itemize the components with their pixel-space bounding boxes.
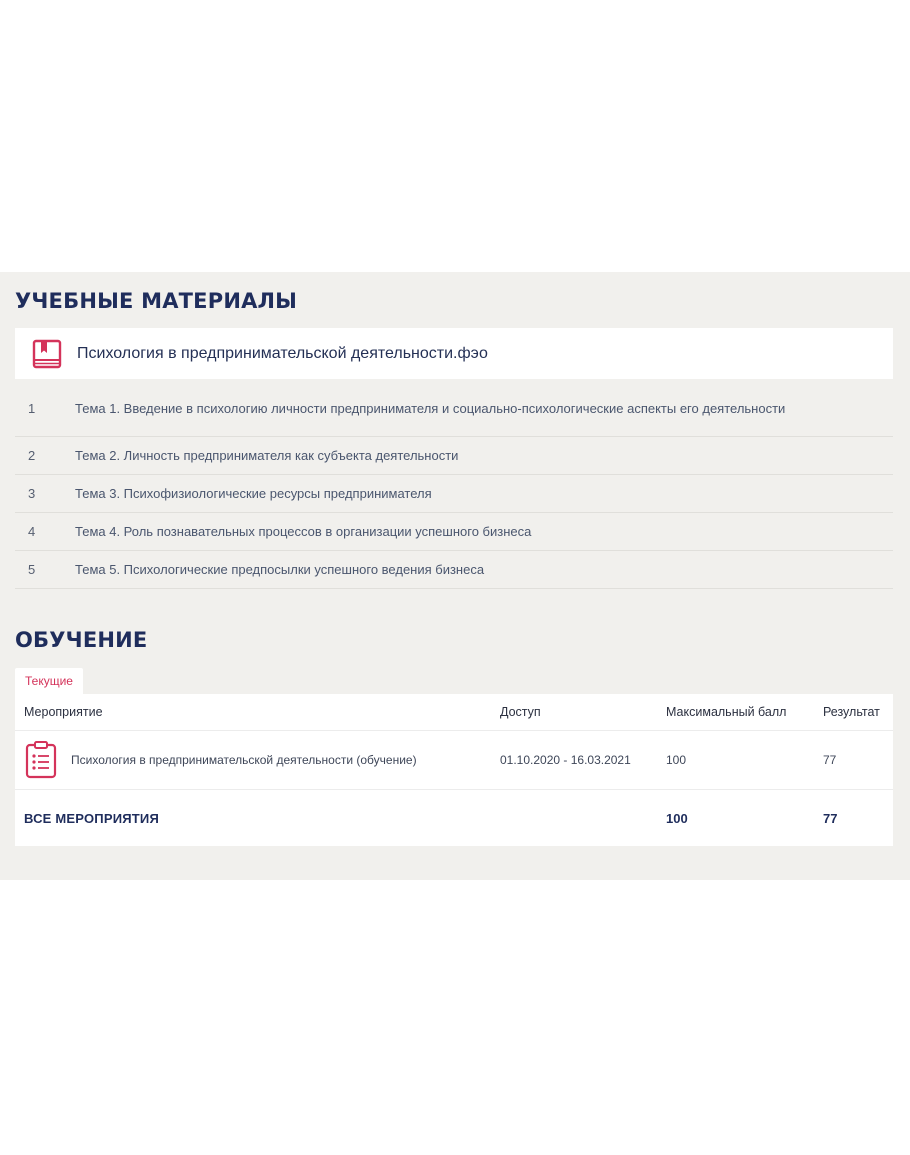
materials-section-title: УЧЕБНЫЕ МАТЕРИАЛЫ — [15, 289, 298, 313]
content-panel — [0, 272, 910, 880]
topic-item[interactable] — [15, 551, 893, 589]
topic-title[interactable]: Тема 5. Психологические предпосылки успешного ведения бизнеса — [75, 562, 485, 577]
book-icon — [31, 338, 63, 370]
topic-title[interactable]: Тема 4. Роль познавательных процессов в организации успешного бизнеса — [75, 524, 532, 539]
events-table — [15, 694, 893, 846]
total-label: ВСЕ МЕРОПРИЯТИЯ — [24, 810, 160, 826]
topic-title[interactable]: Тема 2. Личность предпринимателя как субъекта деятельности — [75, 448, 459, 463]
tab-current[interactable]: Текущие — [15, 668, 83, 694]
event-cell — [25, 741, 417, 779]
topic-list — [15, 380, 893, 589]
access-dates: 01.10.2020 - 16.03.2021 — [500, 753, 631, 767]
event-name[interactable]: Психология в предпринимательской деятельности (обучение) — [71, 753, 417, 767]
table-row[interactable] — [15, 731, 893, 790]
topic-number: 5 — [28, 562, 36, 577]
topic-item[interactable] — [15, 475, 893, 513]
clipboard-icon — [25, 741, 57, 779]
learning-section-title: ОБУЧЕНИЕ — [15, 628, 148, 652]
result: 77 — [823, 753, 837, 767]
topic-title[interactable]: Тема 3. Психофизиологические ресурсы предпринимателя — [75, 486, 432, 501]
course-card[interactable] — [15, 328, 893, 379]
total-max-score: 100 — [666, 810, 688, 826]
topic-number: 1 — [28, 400, 36, 416]
course-name: Психология в предпринимательской деятельности.фэо — [77, 344, 488, 362]
topic-number: 3 — [28, 486, 36, 501]
column-header-result: Результат — [823, 705, 880, 719]
max-score: 100 — [666, 753, 687, 767]
column-header-access: Доступ — [500, 705, 541, 719]
topic-item[interactable] — [15, 513, 893, 551]
table-header — [15, 694, 893, 731]
topic-number: 4 — [28, 524, 36, 539]
total-result: 77 — [823, 810, 838, 826]
topic-item[interactable] — [15, 437, 893, 475]
topic-number: 2 — [28, 448, 36, 463]
column-header-max-score: Максимальный балл — [666, 705, 787, 719]
topic-title[interactable]: Тема 1. Введение в психологию личности предпринимателя и социально-психологические аспекты его деятельности — [75, 400, 786, 416]
total-row — [15, 790, 893, 846]
topic-item[interactable] — [15, 380, 893, 437]
column-header-event: Мероприятие — [24, 705, 103, 719]
